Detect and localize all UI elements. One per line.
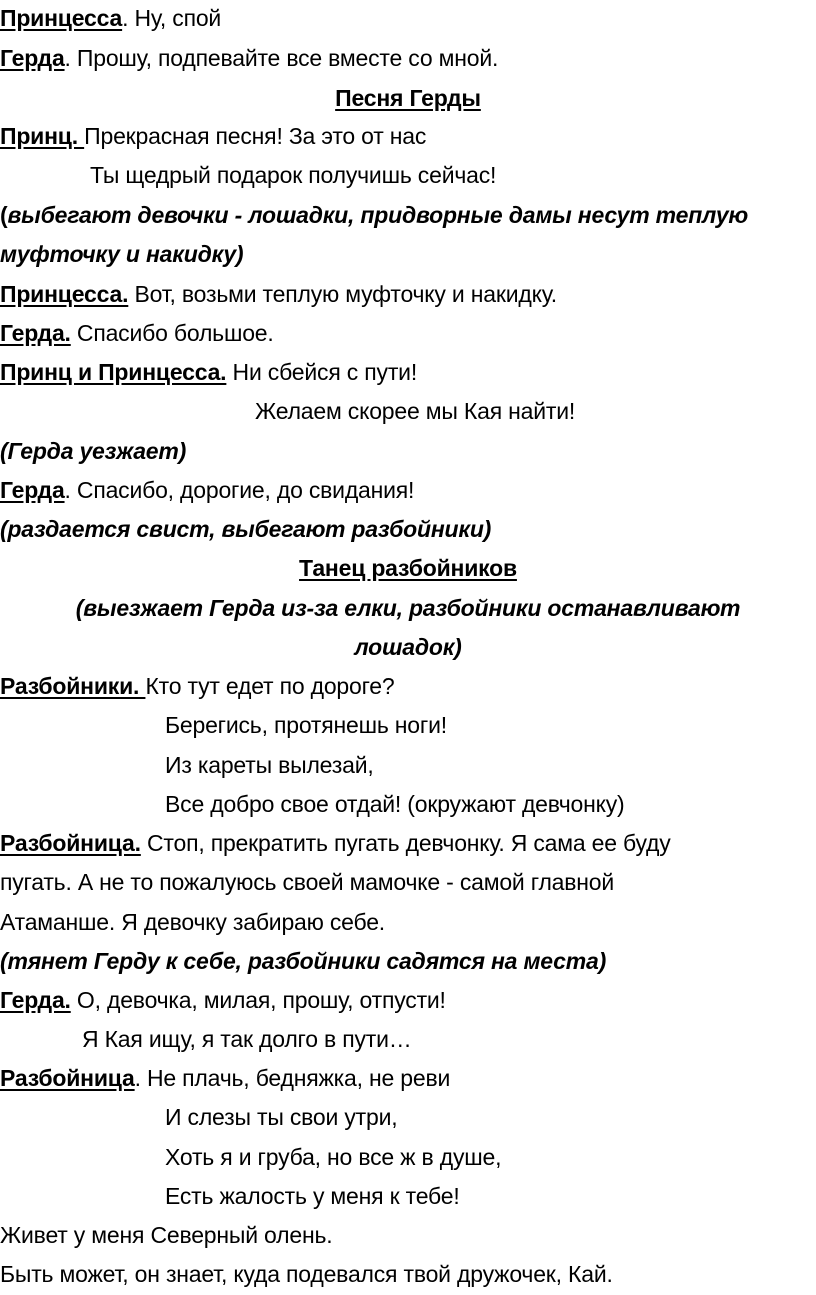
dialogue-line <box>0 470 816 510</box>
speaker-name: Принц и Принцесса. <box>0 359 227 385</box>
dialogue-continuation: Быть может, он знает, куда подевался твой дружочек, Кай. <box>0 1261 613 1287</box>
dialogue-line <box>0 980 816 1020</box>
verse-line: Желаем скорее мы Кая найти! <box>255 398 576 424</box>
verse-line: Хоть я и груба, но все ж в душе, <box>165 1144 502 1170</box>
dialogue-text: . Не плачь, бедняжка, не реви <box>134 1065 451 1091</box>
dialogue-text: . Спасибо, дорогие, до свидания! <box>64 477 415 503</box>
speaker-name: Принц. <box>0 123 85 149</box>
stage-direction <box>0 195 816 235</box>
dialogue-text: О, девочка, милая, прошу, отпусти! <box>70 987 446 1013</box>
dialogue-text: Прекрасная песня! За это от нас <box>84 123 427 149</box>
stage-direction: муфточку и накидку) <box>0 241 244 267</box>
verse-line: Я Кая ищу, я так долго в пути… <box>82 1026 412 1052</box>
dialogue-continuation: Живет у меня Северный олень. <box>0 1222 333 1248</box>
speaker-name: Принцесса <box>0 5 123 31</box>
section-title: Танец разбойников <box>299 555 517 581</box>
dialogue-text: Ни сбейся с пути! <box>226 359 418 385</box>
verse-line: Берегись, протянешь ноги! <box>165 712 447 738</box>
speaker-name: Герда. <box>0 320 71 346</box>
section-title: Песня Герды <box>335 85 481 111</box>
dialogue-line <box>0 38 816 78</box>
dialogue-line <box>0 666 816 706</box>
dialogue-text: Кто тут едет по дороге? <box>145 673 395 699</box>
speaker-name: Разбойники. <box>0 673 146 699</box>
stage-direction: лошадок) <box>354 634 462 660</box>
verse-line: Все добро свое отдай! (окружают девчонку) <box>165 791 625 817</box>
dialogue-line <box>0 313 816 353</box>
dialogue-line <box>0 274 816 314</box>
dialogue-text: . Ну, спой <box>122 5 222 31</box>
dialogue-line <box>0 0 816 38</box>
verse-line: И слезы ты свои утри, <box>165 1104 398 1130</box>
dialogue-text: Вот, возьми теплую муфточку и накидку. <box>128 281 557 307</box>
speaker-name: Герда <box>0 45 65 71</box>
dialogue-line <box>0 352 816 392</box>
verse-line: Ты щедрый подарок получишь сейчас! <box>90 162 497 188</box>
dialogue-text: Стоп, прекратить пугать девчонку. Я сама ее буду <box>140 830 671 856</box>
speaker-name: Разбойница <box>0 1065 135 1091</box>
dialogue-line <box>0 823 816 863</box>
dialogue-continuation: пугать. А не то пожалуюсь своей мамочке - самой главной <box>0 869 615 895</box>
dialogue-text: Спасибо большое. <box>70 320 274 346</box>
stage-text: выбегают девочки - лошадки, придворные дамы несут теплую <box>7 202 749 228</box>
dialogue-text: . Прошу, подпевайте все вместе со мной. <box>64 45 499 71</box>
stage-direction: (выезжает Герда из-за елки, разбойники останавливают <box>75 595 741 621</box>
verse-line: Из кареты вылезай, <box>165 752 374 778</box>
speaker-name: Разбойница. <box>0 830 141 856</box>
stage-direction: (раздается свист, выбегают разбойники) <box>0 516 492 542</box>
stage-direction: (Герда уезжает) <box>0 438 187 464</box>
dialogue-line <box>0 116 816 156</box>
stage-paren: ( <box>0 202 8 228</box>
stage-direction: (тянет Герду к себе, разбойники садятся на места) <box>0 948 607 974</box>
speaker-name: Герда. <box>0 987 71 1013</box>
dialogue-continuation: Атаманше. Я девочку забираю себе. <box>0 909 385 935</box>
speaker-name: Принцесса. <box>0 281 129 307</box>
dialogue-line <box>0 1058 816 1098</box>
speaker-name: Герда <box>0 477 65 503</box>
verse-line: Есть жалость у меня к тебе! <box>165 1183 460 1209</box>
